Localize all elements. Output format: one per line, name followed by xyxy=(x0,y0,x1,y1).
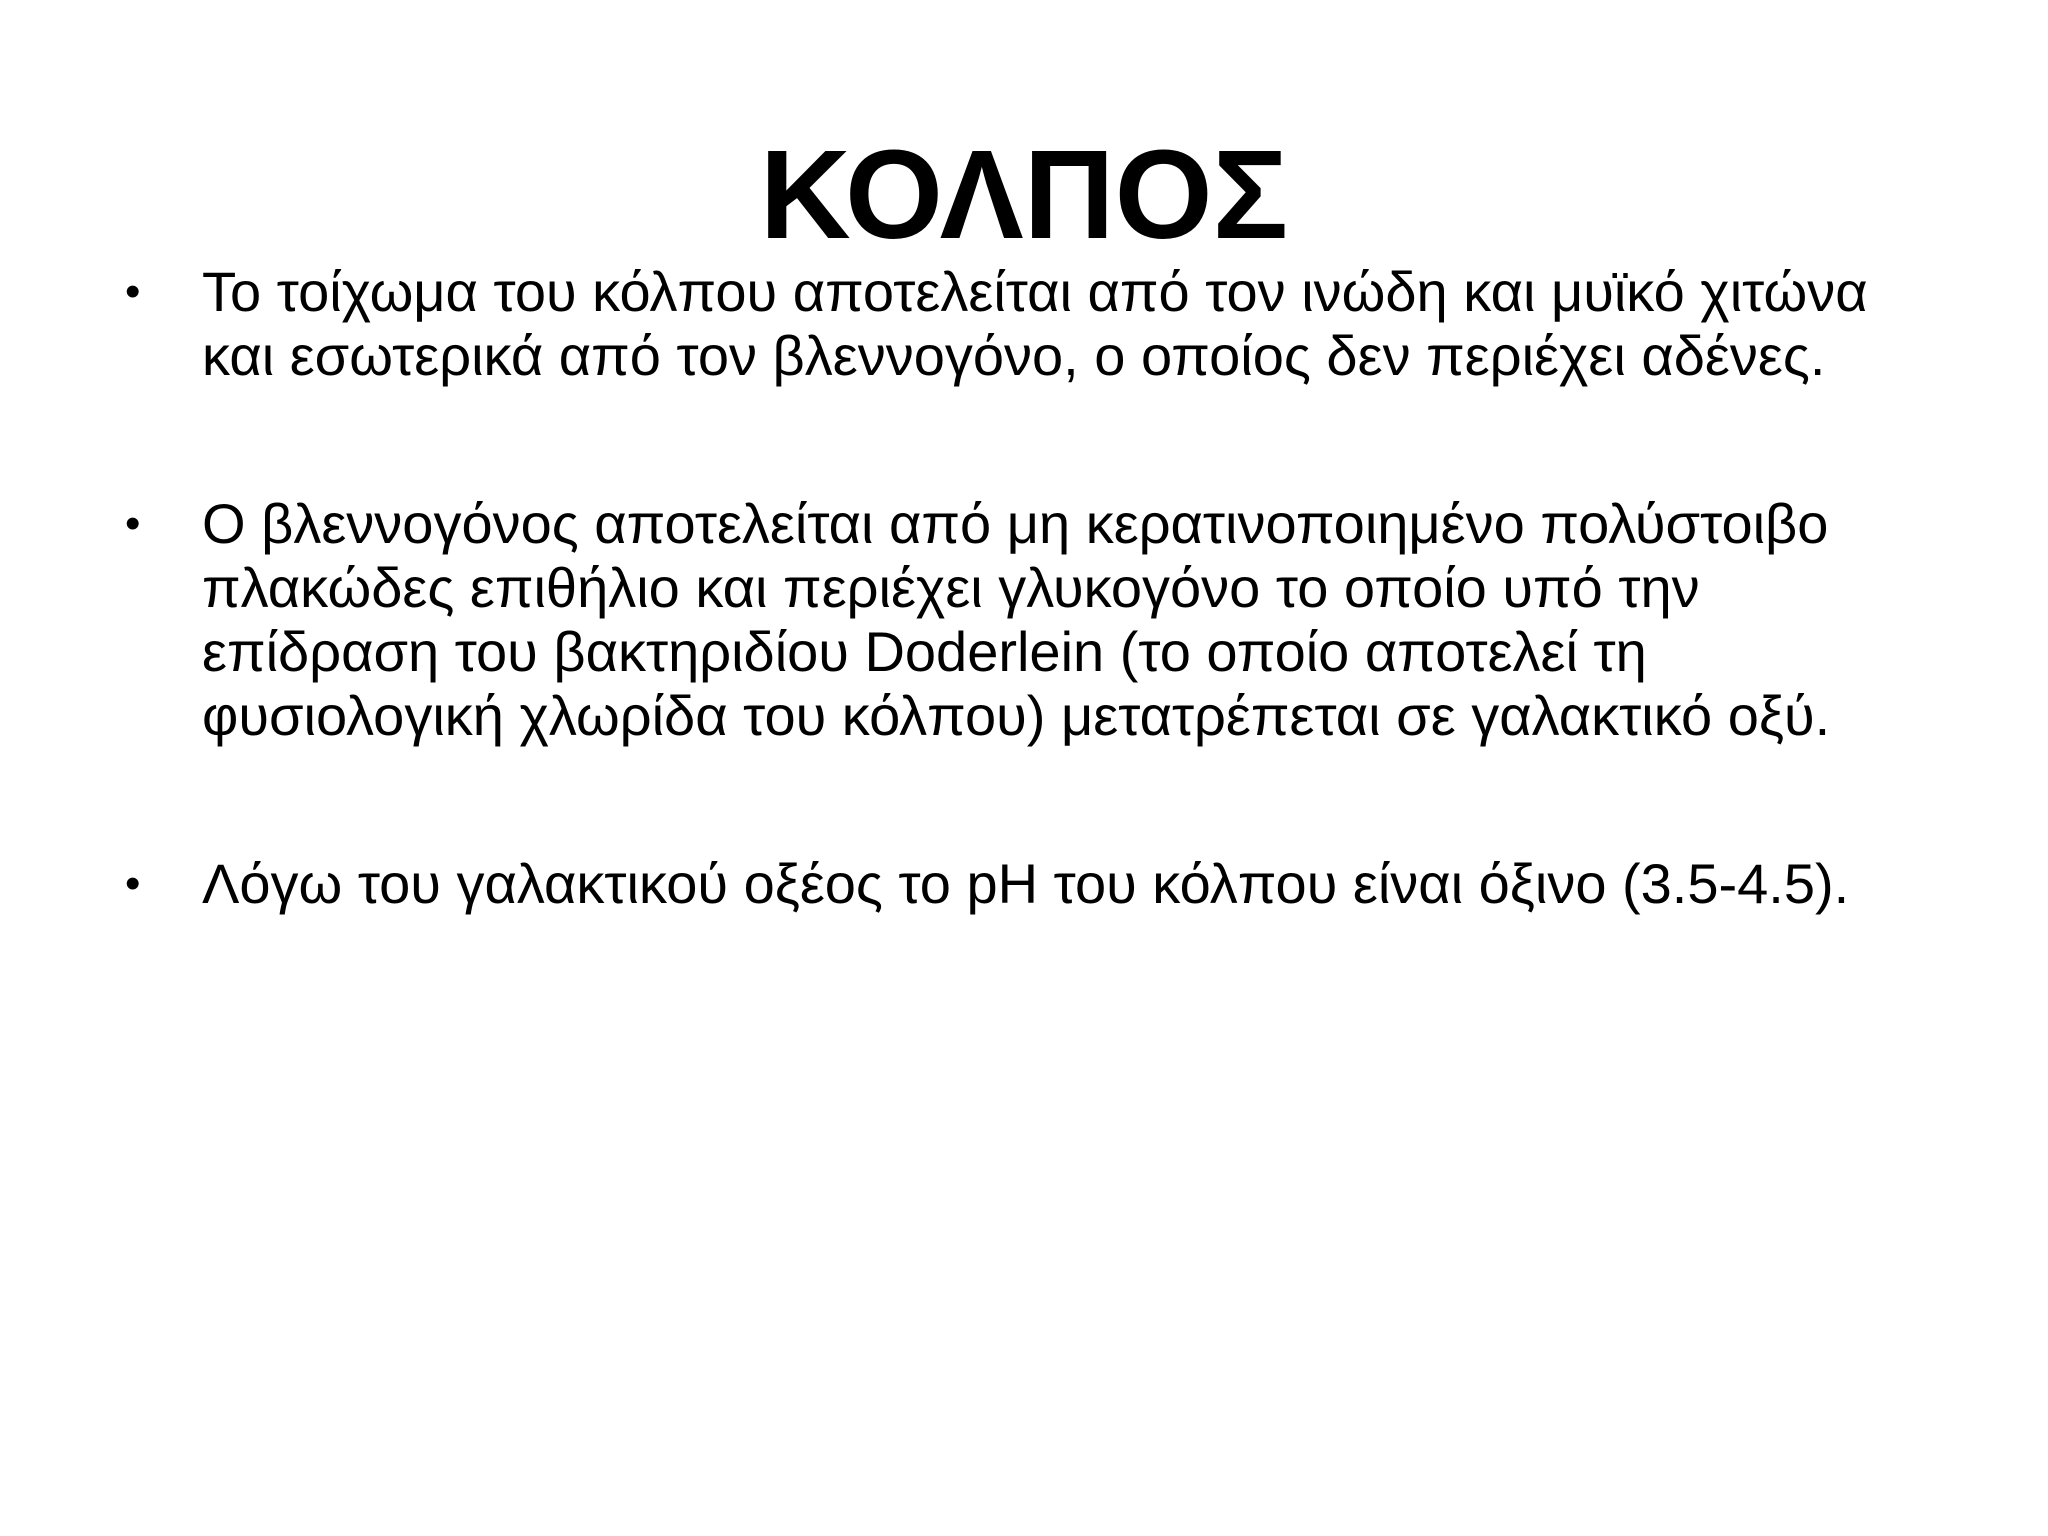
slide-title: ΚΟΛΠΟΣ xyxy=(759,124,1289,265)
bullet-item xyxy=(125,260,1985,388)
bullet-item xyxy=(125,852,1985,916)
bullet-line: πλακώδες επιθήλιο και περιέχει γλυκογόνο το οποίο υπό την xyxy=(202,556,1700,619)
bullet-icon: • xyxy=(125,267,141,316)
bullet-line: Λόγω του γαλακτικού οξέος το pH του κόλπου είναι όξινο (3.5-4.5). xyxy=(202,852,1850,915)
bullet-line: επίδραση του βακτηριδίου Doderlein (το οποίο αποτελεί τη xyxy=(202,620,1647,683)
bullet-line: Ο βλεννογόνος αποτελείται από μη κερατινοποιημένο πολύστοιβο xyxy=(202,492,1829,555)
bullet-icon: • xyxy=(125,859,141,908)
bullet-item xyxy=(125,492,1985,748)
bullet-icon: • xyxy=(125,499,141,548)
bullet-line: και εσωτερικά από τον βλεννογόνο, ο οποίος δεν περιέχει αδένες. xyxy=(202,324,1826,387)
bullet-line: Το τοίχωμα του κόλπου αποτελείται από τον ινώδη και μυϊκό χιτώνα xyxy=(202,260,1868,323)
bullet-list xyxy=(125,260,1985,916)
bullet-line: φυσιολογική χλωρίδα του κόλπου) μετατρέπεται σε γαλακτικό οξύ. xyxy=(202,684,1831,747)
